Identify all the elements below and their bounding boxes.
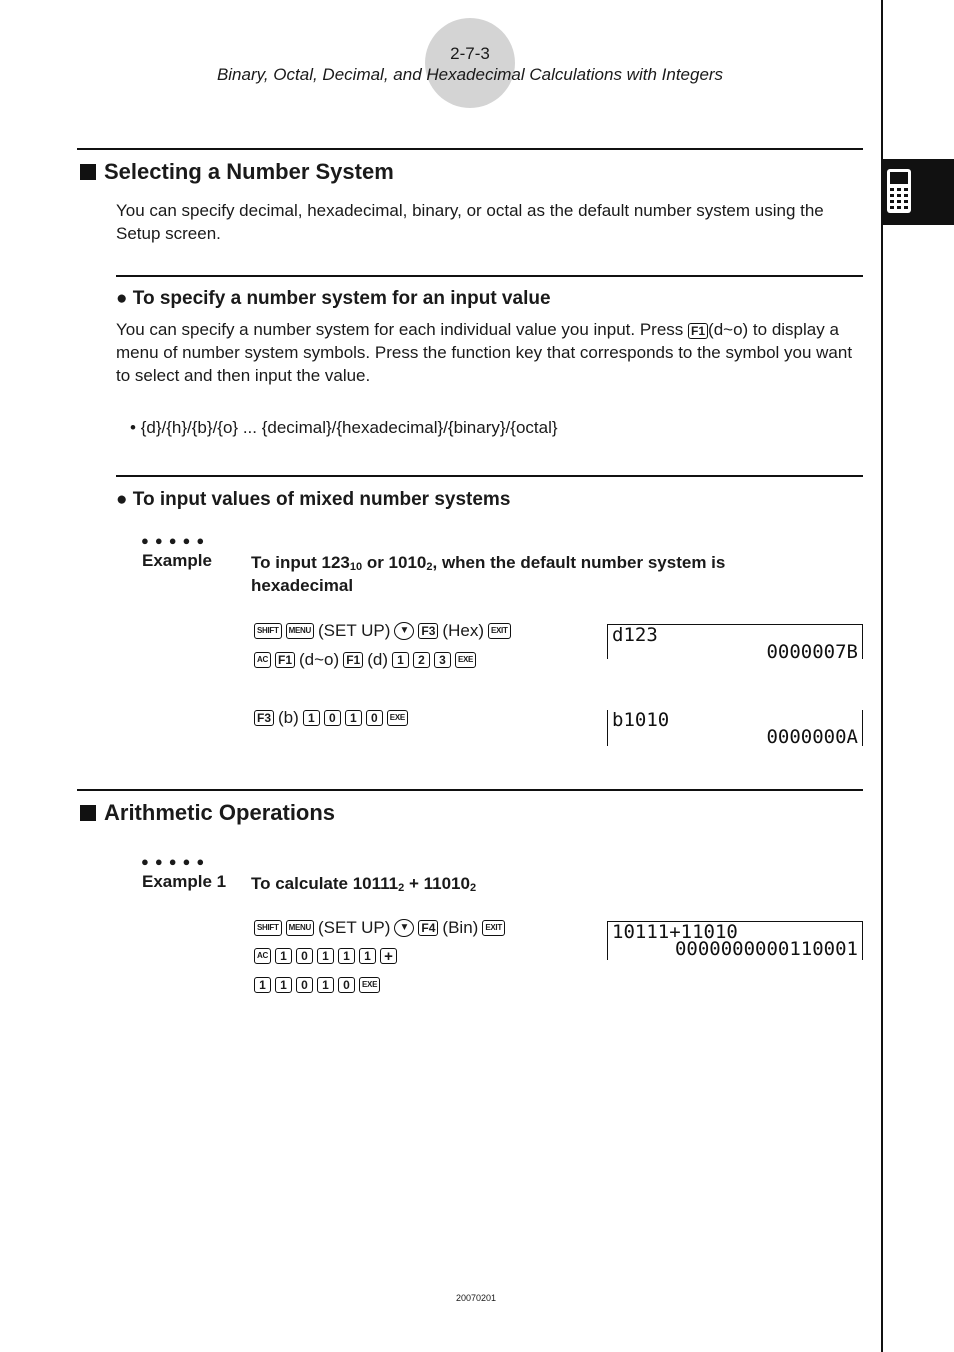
f1-key-icon: F1 [343,652,363,668]
calculator-icon [886,168,912,214]
digit-1-key-icon: 1 [317,948,334,964]
screen-result-line: 0000007B [766,641,858,663]
ac-key-icon: AC [254,652,271,668]
section-heading-arithmetic [80,800,335,826]
subsection-rule [116,275,863,277]
digit-1-key-icon: 1 [254,977,271,993]
symbol-list-text: {d}/{h}/{b}/{o} ... {decimal}/{hexadecimal}/{binary}/{octal} [140,418,558,437]
screen-result-line: 0000000000110001 [674,938,858,960]
screen-input-line: b1010 [612,709,670,731]
example-dots: ●●●●● [141,854,211,869]
square-bullet-icon [80,164,96,180]
calculator-screen-1 [607,624,863,663]
section-heading-text: Selecting a Number System [104,159,394,184]
body-text-part: You can specify a number system for each individual value you input. Press [116,320,684,339]
menu-key-icon: MENU [286,920,314,936]
body-text-part: (d~o) to display a menu of number system symbols. Press the function key that corresponds to the symbol you want to select and then input the value. [116,320,853,385]
shift-key-icon: SHIFT [254,920,282,936]
exe-key-icon: EXE [455,652,476,668]
section-heading-text: Arithmetic Operations [104,800,336,825]
subsection-heading-mixed: ● To input values of mixed number systems [116,489,511,510]
subsection-body [116,318,856,387]
subsection-heading-input-value: ● To specify a number system for an input value [116,288,551,309]
digit-1-key-icon: 1 [275,948,292,964]
digit-1-key-icon: 1 [359,948,376,964]
example-dots: ●●●●● [141,533,211,548]
setup-label: (SET UP) [317,918,391,937]
b-label: (b) [278,708,299,727]
example-label: Example [142,551,212,570]
subsection-heading-text: To input values of mixed number systems [132,489,511,510]
section-rule [77,789,863,791]
section-heading-number-system [80,159,394,185]
exit-key-icon: EXIT [488,623,511,639]
plus-key-icon: + [380,948,397,964]
setup-label: (SET UP) [317,621,391,640]
exit-key-icon: EXIT [482,920,505,936]
page-title: Binary, Octal, Decimal, and Hexadecimal Calculations with Integers [216,65,724,84]
shift-key-icon: SHIFT [254,623,282,639]
digit-0-key-icon: 0 [296,948,313,964]
key-sequence-5 [254,948,397,964]
down-arrow-key-icon: ▼ [394,919,414,937]
key-sequence-3 [254,708,408,728]
f4-key-icon: F4 [418,920,438,936]
example-label: Example 1 [142,872,227,891]
calculator-screen-3 [607,921,863,960]
key-sequence-6 [254,977,380,993]
digit-2-key-icon: 2 [413,652,430,668]
f1-key-icon: F1 [688,323,708,339]
square-bullet-icon [80,805,96,821]
hex-label: (Hex) [442,621,484,640]
digit-0-key-icon: 0 [338,977,355,993]
example-description: To calculate $10111_2 + 11010_2$ [251,874,477,894]
digit-1-key-icon: 1 [392,652,409,668]
subsection-rule [116,475,863,477]
symbol-list-item: • {d}/{h}/{b}/{o} ... {decimal}/{hexadecimal}/{binary}/{octal} [130,418,558,437]
screen-input-line: 10111+11010 [612,921,738,943]
key-sequence-1 [254,621,511,641]
section-intro: You can specify decimal, hexadecimal, binary, or octal as the default number system using the Setup screen. [116,201,824,243]
key-sequence-2 [254,650,476,670]
f1-key-icon: F1 [275,652,295,668]
screen-input-line: d123 [612,624,658,646]
calculator-screen-2 [607,710,863,746]
digit-3-key-icon: 3 [434,652,451,668]
menu-key-icon: MENU [286,623,314,639]
example-description: To input $123_{10}$ or $1010_2$, when the default number system is hexadecimal [251,553,726,595]
key-sequence-4 [254,918,505,938]
exe-key-icon: EXE [387,710,408,726]
ac-key-icon: AC [254,948,271,964]
down-arrow-key-icon: ▼ [394,622,414,640]
d-label: (d) [367,650,388,669]
footer-code: 20070201 [455,1293,497,1303]
exe-key-icon: EXE [359,977,380,993]
digit-1-key-icon: 1 [275,977,292,993]
screen-result-line: 0000000A [766,726,858,748]
digit-0-key-icon: 0 [366,710,383,726]
d-o-label: (d~o) [299,650,340,669]
digit-0-key-icon: 0 [296,977,313,993]
f3-key-icon: F3 [254,710,274,726]
bin-label: (Bin) [442,918,479,937]
digit-1-key-icon: 1 [317,977,334,993]
digit-0-key-icon: 0 [324,710,341,726]
digit-1-key-icon: 1 [345,710,362,726]
digit-1-key-icon: 1 [303,710,320,726]
page-number: 2-7-3 [450,44,490,63]
digit-1-key-icon: 1 [338,948,355,964]
subsection-heading-text: To specify a number system for an input value [132,288,551,309]
section-rule [77,148,863,150]
f3-key-icon: F3 [418,623,438,639]
